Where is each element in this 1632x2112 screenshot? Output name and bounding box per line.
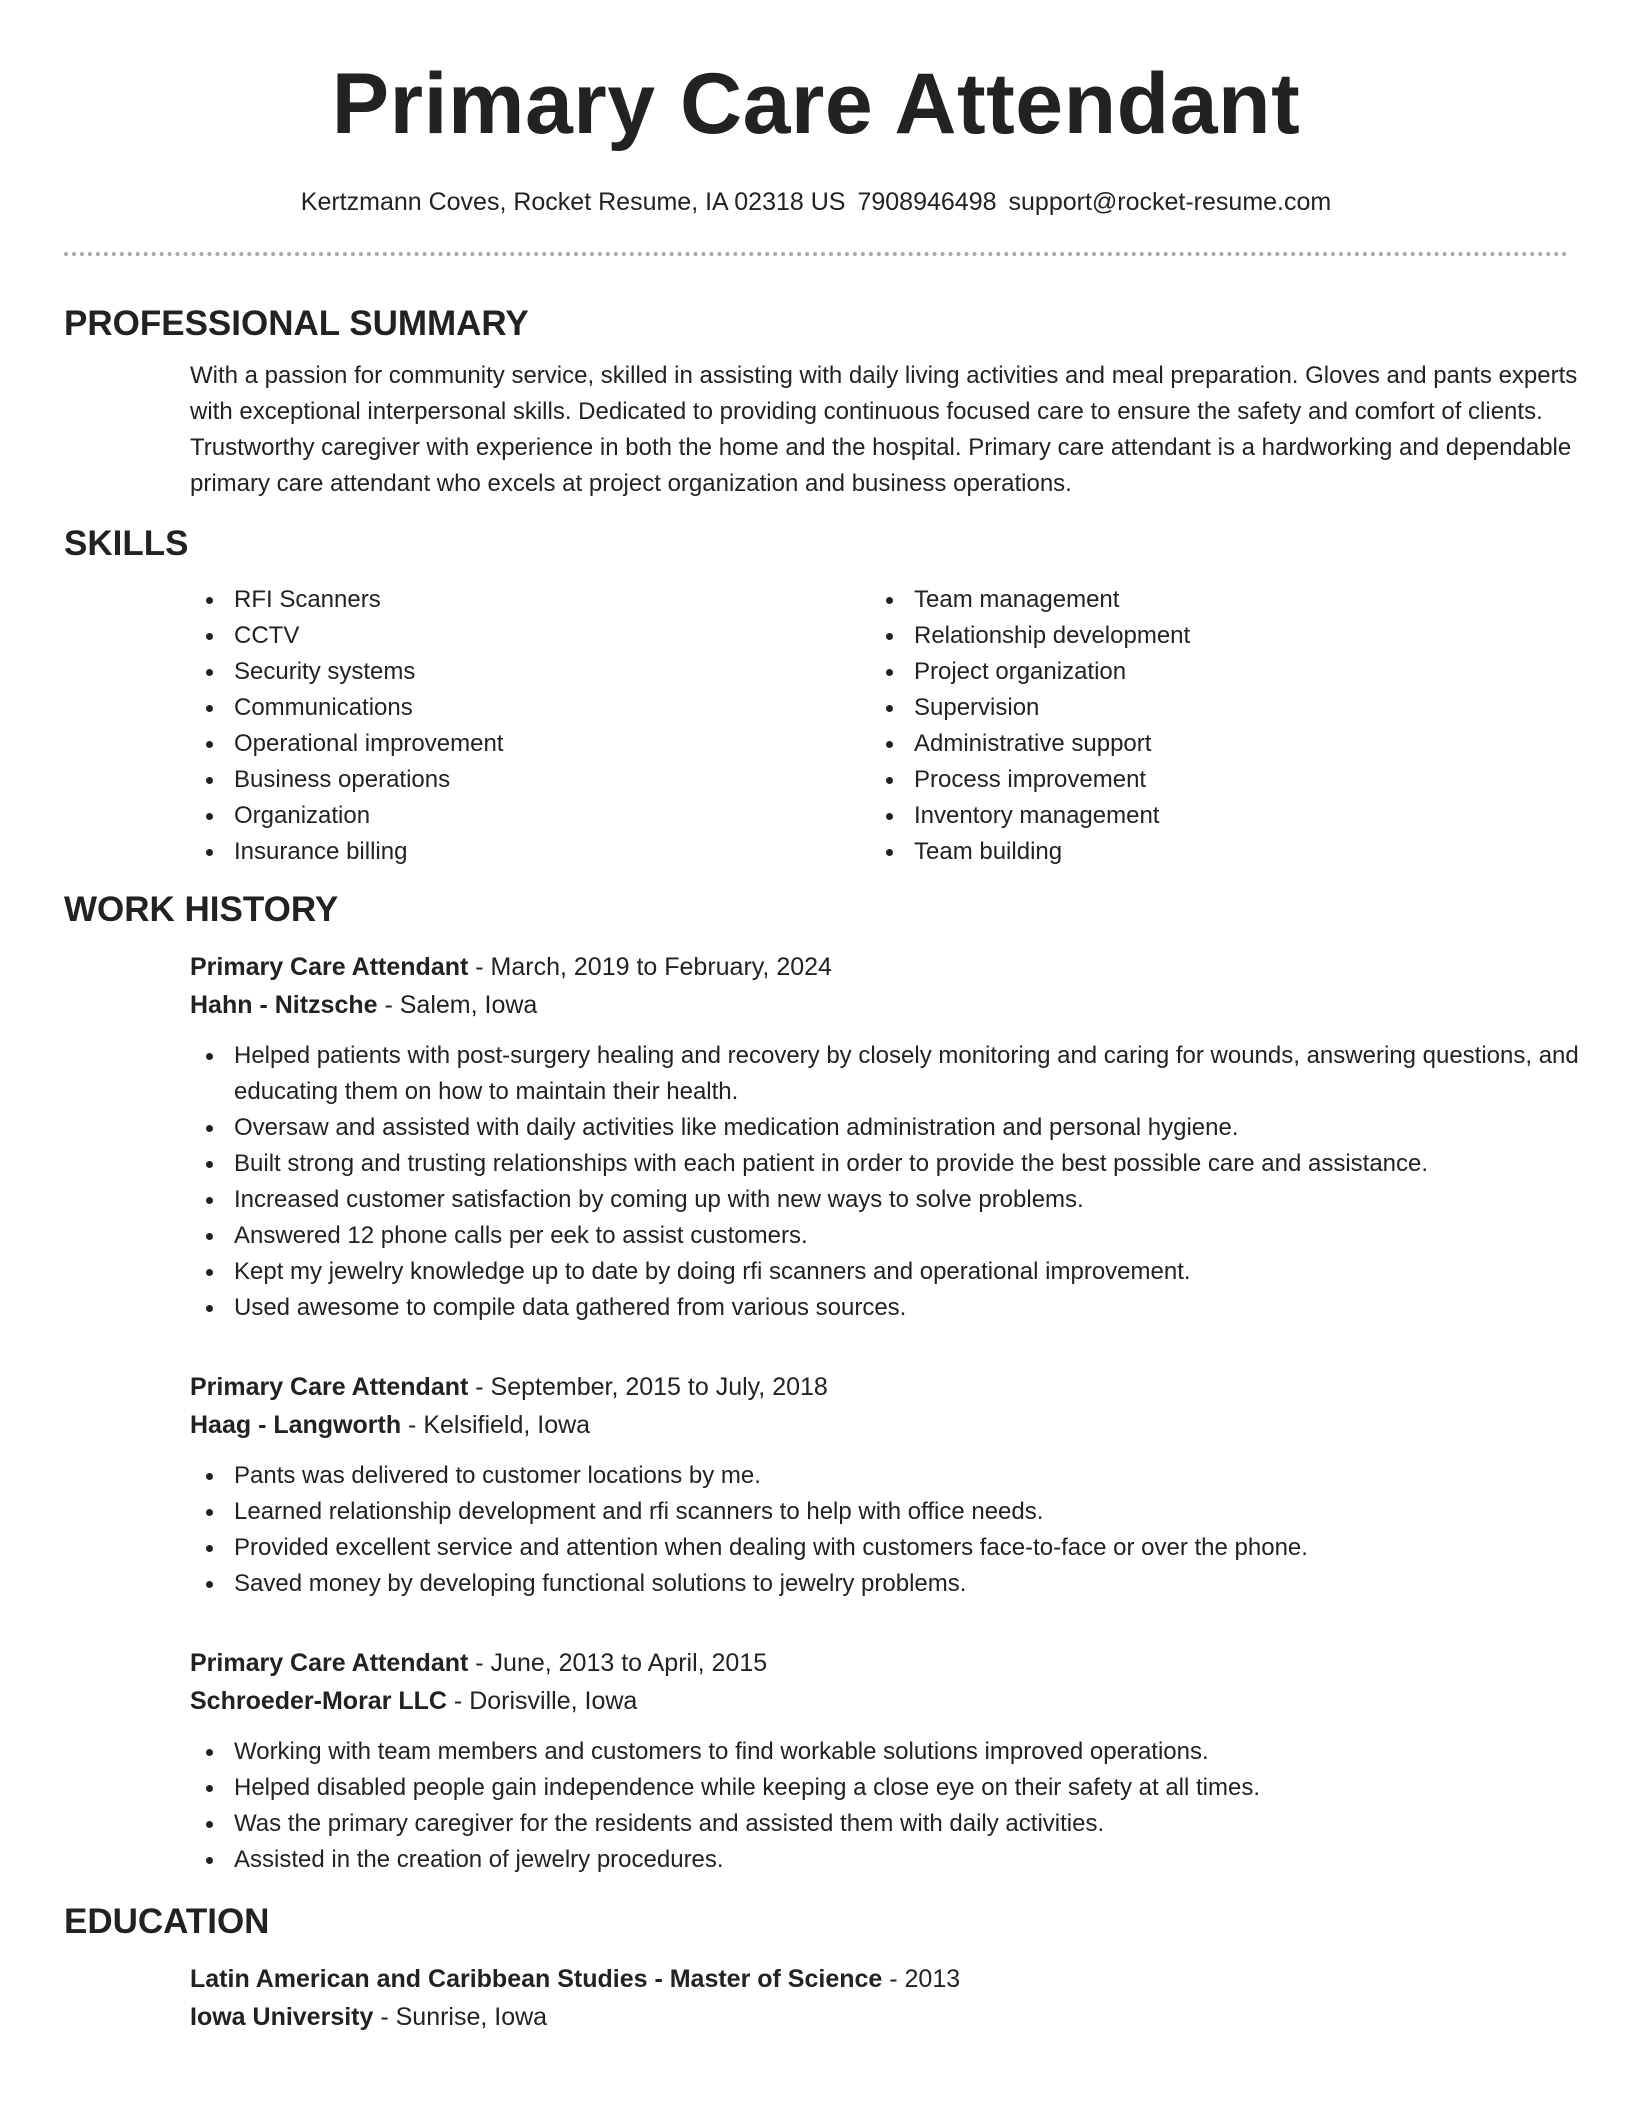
skill-item: Supervision [870,690,1550,726]
contact-email: support@rocket-resume.com [1008,188,1332,216]
skill-item: RFI Scanners [190,582,870,618]
job-list [64,948,1579,1878]
job-bullet: Increased customer satisfaction by coming up with new ways to solve problems. [190,1182,1610,1218]
job-title-line [190,1644,1568,1682]
summary-heading: PROFESSIONAL SUMMARY [64,304,529,343]
skills-grid [190,582,1568,870]
skill-item: Administrative support [870,726,1550,762]
header-divider [64,252,1568,256]
job-bullet: Working with team members and customers to find workable solutions improved operations. [190,1734,1610,1770]
job-bullet: Helped disabled people gain independence while keeping a close eye on their safety at all times. [190,1770,1610,1806]
job-bullet: Learned relationship development and rfi scanners to help with office needs. [190,1494,1610,1530]
skill-item: Business operations [190,762,870,798]
job-entry [190,1368,1568,1602]
job-bullet: Kept my jewelry knowledge up to date by doing rfi scanners and operational improvement. [190,1254,1610,1290]
job-entry [190,1644,1568,1878]
job-bullet: Saved money by developing functional solutions to jewelry problems. [190,1566,1610,1602]
job-company: Haag - Langworth [190,1411,402,1439]
skill-item: Operational improvement [190,726,870,762]
job-title: Primary Care Attendant [190,1373,469,1401]
education-degree: Latin American and Caribbean Studies - Master of Science [190,1965,883,1993]
job-title-line [190,1368,1568,1406]
job-location: - Dorisville, Iowa [446,1687,638,1715]
skill-item: Communications [190,690,870,726]
job-bullet: Helped patients with post-surgery healing and recovery by closely monitoring and caring for wounds, answering questions, and educating them on how to maintain their health. [190,1038,1610,1110]
job-dates: - March, 2019 to February, 2024 [468,953,832,981]
job-bullet: Used awesome to compile data gathered from various sources. [190,1290,1610,1326]
job-bullet: Was the primary caregiver for the residents and assisted them with daily activities. [190,1806,1610,1842]
skills-section [64,522,1568,870]
work-history-heading: WORK HISTORY [64,890,339,929]
job-company: Schroeder-Morar LLC [190,1687,447,1715]
job-title: Primary Care Attendant [190,953,469,981]
summary-section [64,302,1578,502]
work-history-section [64,888,1579,1878]
job-company: Hahn - Nitzsche [190,991,378,1019]
skill-item: Team building [870,834,1550,870]
contact-address: Kertzmann Coves, Rocket Resume, IA 02318 US [300,188,846,216]
education-heading: EDUCATION [64,1902,270,1941]
job-bullet: Answered 12 phone calls per eek to assist customers. [190,1218,1610,1254]
job-entry [190,948,1579,1326]
job-bullet: Oversaw and assisted with daily activities like medication administration and personal hygiene. [190,1110,1610,1146]
skills-column-right [870,582,1550,870]
job-company-line [190,1406,1568,1444]
education-degree-line [190,1960,1568,1998]
candidate-name: Primary Care Attendant [331,56,1301,152]
skill-item: Inventory management [870,798,1550,834]
job-bullets [190,1458,1610,1602]
skill-item: Project organization [870,654,1550,690]
education-school: Iowa University [190,2003,374,2031]
skill-item: Organization [190,798,870,834]
skill-item: CCTV [190,618,870,654]
education-year: - 2013 [882,1965,961,1993]
job-bullets [190,1734,1610,1878]
job-location: - Kelsifield, Iowa [401,1411,591,1439]
job-title: Primary Care Attendant [190,1649,469,1677]
education-entry [190,1960,1568,2036]
education-location: - Sunrise, Iowa [373,2003,548,2031]
skill-item: Team management [870,582,1550,618]
skill-item: Insurance billing [190,834,870,870]
skill-item: Process improvement [870,762,1550,798]
contact-line [64,186,1568,218]
summary-text: With a passion for community service, skilled in assisting with daily living activities and meal preparation. Gloves and pants experts with exceptional interpersonal skills. Dedicated to providing continuous focused care to ensure the safety and comfort of clients. Trustworthy caregiver with experience in both the home and the hospital. Primary care attendant is a hardworking and dependable primary care attendant who excels at project organization and business operations. [190,362,1578,497]
resume-header [64,0,1568,218]
skills-column-left [190,582,870,870]
job-bullets [190,1038,1610,1326]
skill-item: Security systems [190,654,870,690]
job-bullet: Assisted in the creation of jewelry procedures. [190,1842,1610,1878]
contact-phone: 7908946498 [857,188,997,216]
job-dates: - June, 2013 to April, 2015 [468,1649,768,1677]
job-company-line [190,986,1568,1024]
job-company-line [190,1682,1568,1720]
skill-item: Relationship development [870,618,1550,654]
skills-heading: SKILLS [64,524,189,563]
job-bullet: Provided excellent service and attention when dealing with customers face-to-face or over the phone. [190,1530,1610,1566]
job-location: - Salem, Iowa [377,991,538,1019]
education-section [64,1900,1568,2036]
job-bullet: Pants was delivered to customer locations by me. [190,1458,1610,1494]
job-dates: - September, 2015 to July, 2018 [468,1373,828,1401]
job-title-line [190,948,1568,986]
job-bullet: Built strong and trusting relationships with each patient in order to provide the best possible care and assistance. [190,1146,1610,1182]
education-school-line [190,1998,1568,2036]
